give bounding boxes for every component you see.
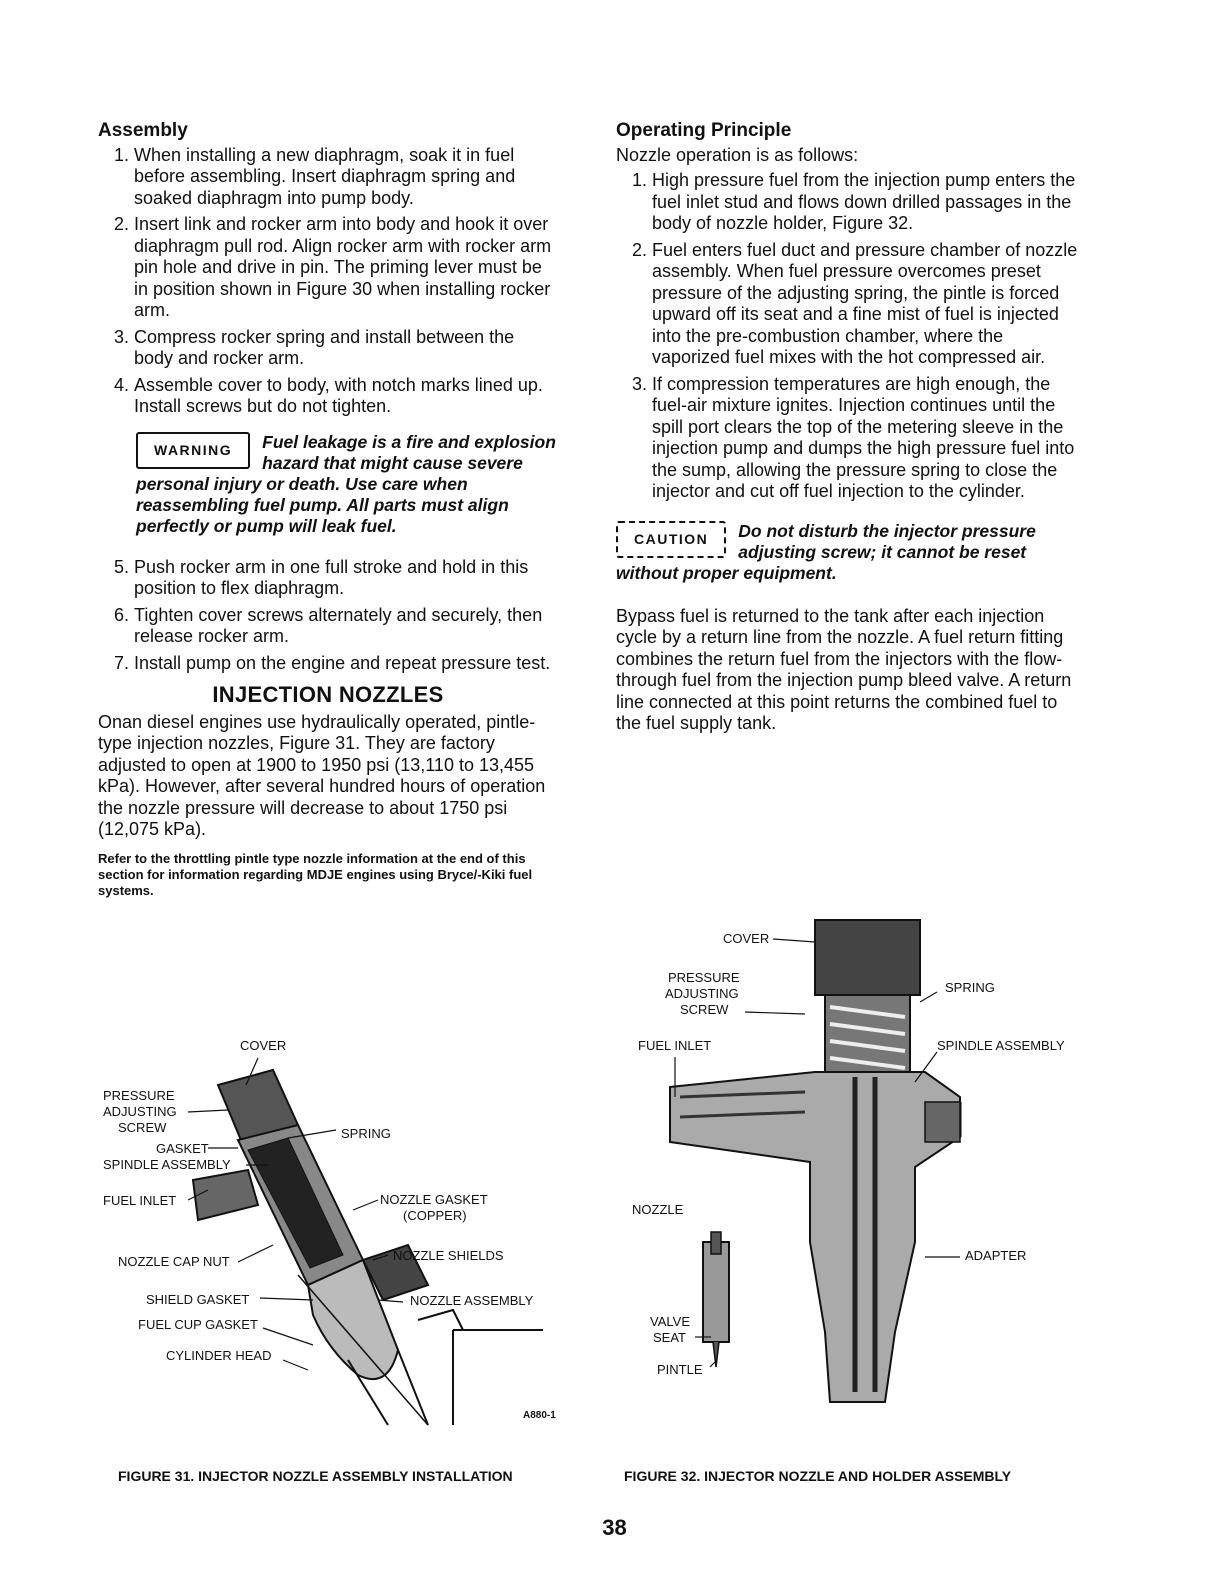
fig32-label-pressure: PRESSURE [668, 970, 740, 985]
figure-31-drawing [98, 1030, 568, 1430]
caution-badge: CAUTION [616, 521, 726, 558]
fig31-label-spring: SPRING [341, 1126, 391, 1141]
bypass-paragraph: Bypass fuel is returned to the tank after each injection cycle by a return line from the nozzle. A fuel return fitting combines the return fuel from the injectors with the flow-through fuel from the injection pump bleed valve. A return line connected at this point returns the combined fuel to the fuel supply tank. [616, 605, 1072, 733]
fig32-label-spindle: SPINDLE ASSEMBLY [937, 1038, 1065, 1053]
fig31-label-screw: SCREW [118, 1120, 167, 1135]
list-item: 2. Insert link and rocker arm into body and hook it over diaphragm pull rod. Align rocker arm with rocker arm pin hole and drive in pin. The priming lever must be in position shown in Figure 30 when installing rocker arm. [134, 214, 558, 322]
fig32-label-fuel-inlet: FUEL INLET [638, 1038, 712, 1053]
fig31-label-shields: NOZZLE SHIELDS [393, 1248, 504, 1263]
fig31-code: A880-1 [523, 1410, 556, 1421]
fig31-label-adjusting: ADJUSTING [103, 1104, 177, 1119]
fig31-label-copper: (COPPER) [403, 1208, 467, 1223]
fig31-label-cup-gasket: FUEL CUP GASKET [138, 1317, 258, 1332]
list-item: 3. If compression temperatures are high enough, the fuel-air mixture ignites. Injection continues until the spill port clears the top of the metering sleeve in the injection pump and dumps the high pressure fuel into the sump, allowing the pressure spring to close the injector and cut off fuel injection to the cylinder. [652, 374, 1078, 503]
list-item: 4. Assemble cover to body, with notch marks lined up. Install screws but do not tighten. [134, 375, 558, 418]
fig31-label-shield-gasket: SHIELD GASKET [146, 1292, 250, 1307]
assembly-steps-2 [98, 557, 558, 675]
fig32-label-valve: VALVE [650, 1314, 690, 1329]
list-item: 7. Install pump on the engine and repeat pressure test. [134, 653, 558, 675]
fig32-label-seat: SEAT [653, 1330, 686, 1345]
warning-badge: WARNING [136, 432, 250, 469]
fig31-label-nozzle-gasket: NOZZLE GASKET [380, 1192, 488, 1207]
fig32-label-adjusting: ADJUSTING [665, 986, 739, 1001]
operating-steps [616, 170, 1078, 503]
left-column [98, 120, 558, 899]
throttling-note: Refer to the throttling pintle type nozzle information at the end of this section for information regarding MDJE engines using Bryce/-Kiki fuel systems. [98, 850, 533, 898]
warning-note [136, 432, 558, 537]
fig31-label-cover: COVER [240, 1038, 287, 1053]
fig32-label-screw: SCREW [680, 1002, 729, 1017]
assembly-heading: Assembly [98, 120, 188, 141]
list-item: 1. When installing a new diaphragm, soak it in fuel before assembling. Insert diaphragm spring and soaked diaphragm into pump body. [134, 145, 558, 210]
assembly-steps-1 [98, 145, 558, 418]
list-item: 6. Tighten cover screws alternately and securely, then release rocker arm. [134, 605, 558, 648]
injection-paragraph: Onan diesel engines use hydraulically operated, pintle-type injection nozzles, Figure 31. They are factory adjusted to open at 1900 to 1950 psi (13,110 to 13,455 kPa). However, after several hundred hours of operation the nozzle pressure will decrease to about 1750 psi (12,075 kPa). [98, 711, 546, 839]
list-item: 5. Push rocker arm in one full stroke and hold in this position to flex diaphragm. [134, 557, 558, 600]
figure-32 [625, 912, 1095, 1412]
fig32-label-pintle: PINTLE [657, 1362, 703, 1377]
caution-note [616, 521, 1078, 584]
list-item: 1. High pressure fuel from the injection pump enters the fuel inlet stud and flows down drilled passages in the body of nozzle holder, Figure 32. [652, 170, 1078, 235]
figure-32-drawing [625, 912, 1095, 1412]
fig31-label-gasket: GASKET [156, 1141, 209, 1156]
fig31-label-cyl-head: CYLINDER HEAD [166, 1348, 272, 1363]
page-number: 38 [602, 1515, 627, 1540]
fig32-label-cover: COVER [723, 931, 770, 946]
fig31-label-fuel-inlet: FUEL INLET [103, 1193, 177, 1208]
figure-32-caption: FIGURE 32. INJECTOR NOZZLE AND HOLDER ASSEMBLY [624, 1468, 1012, 1484]
fig31-label-cap-nut: NOZZLE CAP NUT [118, 1254, 230, 1269]
fig32-label-nozzle: NOZZLE [632, 1202, 684, 1217]
fig31-label-spindle: SPINDLE ASSEMBLY [103, 1157, 231, 1172]
figure-31-caption: FIGURE 31. INJECTOR NOZZLE ASSEMBLY INSTALLATION [118, 1468, 513, 1484]
warning-text: Fuel leakage is a fire and explosion hazard that might cause severe personal injury or death. Use care when reassembling fuel pump. All parts must align perfectly or pump will leak fuel. [136, 431, 556, 536]
fig32-label-spring: SPRING [945, 980, 995, 995]
fig31-label-nozzle-assembly: NOZZLE ASSEMBLY [410, 1293, 534, 1308]
right-column [616, 120, 1078, 735]
fig31-label-pressure: PRESSURE [103, 1088, 175, 1103]
figure-31 [98, 1030, 568, 1430]
list-item: 2. Fuel enters fuel duct and pressure chamber of nozzle assembly. When fuel pressure overcomes preset pressure of the adjusting spring, the pintle is forced upward off its seat and a fine mist of fuel is injected into the pre-combustion chamber, where the vaporized fuel mixes with the hot compressed air. [652, 240, 1078, 369]
caution-text: Do not disturb the injector pressure adjusting screw; it cannot be reset without proper equipment. [616, 520, 1036, 583]
operating-intro: Nozzle operation is as follows: [616, 144, 859, 165]
injection-nozzles-heading: INJECTION NOZZLES [212, 682, 444, 707]
fig32-label-adapter: ADAPTER [965, 1248, 1027, 1263]
list-item: 3. Compress rocker spring and install between the body and rocker arm. [134, 327, 558, 370]
operating-heading: Operating Principle [616, 120, 792, 141]
